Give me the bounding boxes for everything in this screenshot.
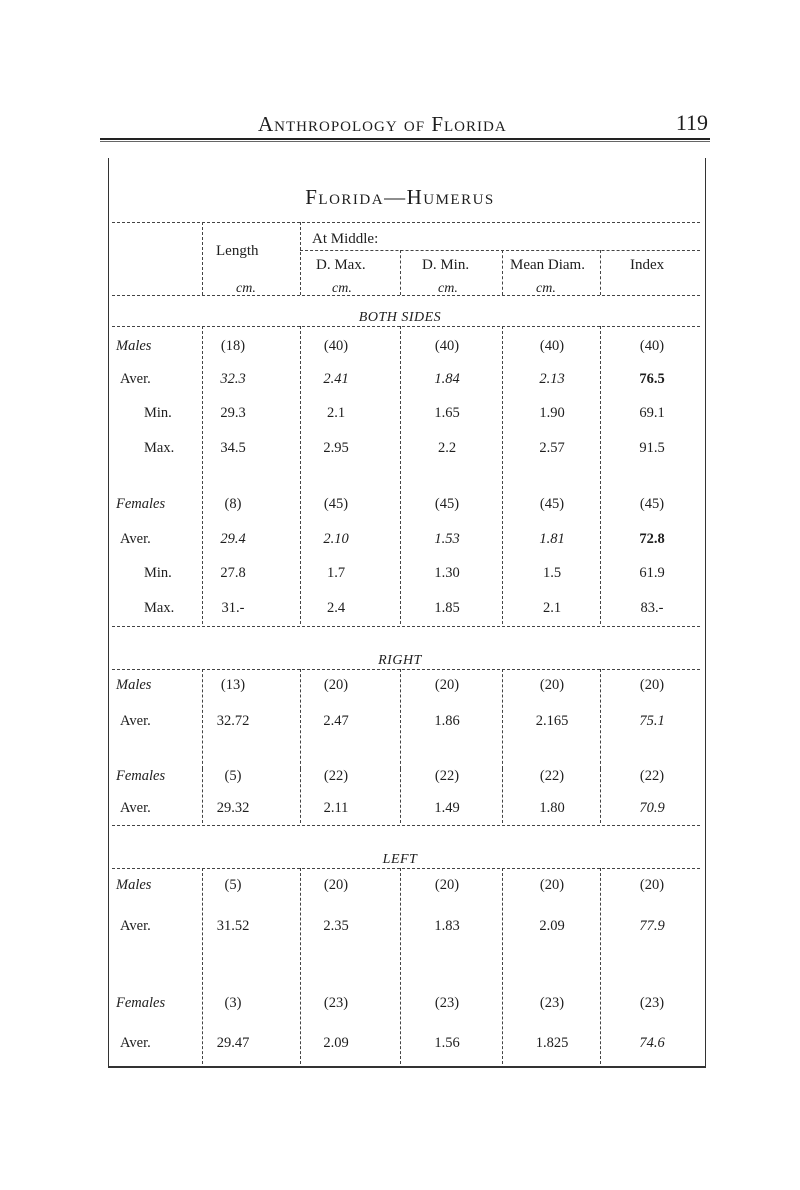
cell-mean-diam: (20) <box>539 877 565 893</box>
table-row <box>112 995 700 1019</box>
cell-d-max: (20) <box>323 877 349 893</box>
cell-mean-diam: 2.57 <box>539 440 565 456</box>
cell-length: 31.52 <box>216 918 250 934</box>
header-divider <box>400 250 401 295</box>
cell-mean-diam: (22) <box>539 768 565 784</box>
section-label-both-sides: BOTH SIDES <box>358 310 442 325</box>
header-length: Length <box>216 243 259 259</box>
cell-length: (5) <box>224 768 242 784</box>
table-row <box>112 440 700 464</box>
cell-length: 31.- <box>221 600 245 616</box>
cell-d-max: (23) <box>323 995 349 1011</box>
table-row <box>112 600 700 624</box>
cell-mean-diam: 1.80 <box>539 800 565 816</box>
cell-length: (13) <box>220 677 246 693</box>
section-rule <box>112 868 700 869</box>
cell-length: (3) <box>224 995 242 1011</box>
cell-index: (45) <box>639 496 665 512</box>
table-row <box>112 877 700 901</box>
column-divider <box>400 769 401 823</box>
page-number: 119 <box>675 110 708 135</box>
cell-index: 91.5 <box>639 440 665 456</box>
cell-index: 74.6 <box>639 1035 665 1051</box>
table-row <box>112 713 700 737</box>
cell-d-min: 1.49 <box>434 800 460 816</box>
row-label: Aver. <box>120 531 151 547</box>
row-label: Females <box>116 496 166 512</box>
cell-d-min: (20) <box>434 677 460 693</box>
cell-d-max: 2.11 <box>323 800 349 816</box>
header-d-max: D. Max. <box>316 257 366 273</box>
cell-d-max: 2.35 <box>323 918 349 934</box>
cell-d-max: (45) <box>323 496 349 512</box>
cell-d-min: (23) <box>434 995 460 1011</box>
cell-index: 76.5 <box>639 371 665 387</box>
cell-d-min: 1.86 <box>434 713 460 729</box>
table-row <box>112 371 700 395</box>
section-label-right: RIGHT <box>378 653 422 668</box>
table-row <box>112 405 700 429</box>
column-divider <box>202 769 203 823</box>
cell-length: 32.3 <box>220 371 246 387</box>
section-rule <box>112 626 700 627</box>
table-row <box>112 496 700 520</box>
section-rule <box>112 326 700 327</box>
header-mean-diam: Mean Diam. <box>510 257 585 273</box>
table-title: Florida—Humerus <box>305 185 495 209</box>
header-d-min: D. Min. <box>422 257 470 273</box>
cell-d-min: (22) <box>434 768 460 784</box>
row-label: Min. <box>144 405 172 421</box>
running-title: Anthropology of Florida <box>258 112 507 136</box>
row-label: Aver. <box>120 1035 151 1051</box>
row-label: Max. <box>144 600 175 616</box>
cell-d-min: 2.2 <box>437 440 457 456</box>
cell-index: (20) <box>639 677 665 693</box>
cell-d-min: 1.30 <box>434 565 460 581</box>
cell-mean-diam: 1.81 <box>539 531 565 547</box>
cell-index: (40) <box>639 338 665 354</box>
section-rule <box>112 669 700 670</box>
column-divider <box>600 769 601 823</box>
table-row <box>112 918 700 942</box>
header-at-middle: At Middle: <box>312 231 379 247</box>
table-row <box>112 677 700 701</box>
cell-d-min: (20) <box>434 877 460 893</box>
cell-index: 72.8 <box>639 531 665 547</box>
header-index: Index <box>630 257 665 273</box>
header-divider <box>300 222 301 295</box>
cell-d-min: 1.53 <box>434 531 460 547</box>
cell-d-min: 1.84 <box>434 371 460 387</box>
cell-length: 29.32 <box>216 800 250 816</box>
table-row <box>112 768 700 792</box>
row-label: Aver. <box>120 800 151 816</box>
cell-d-max: 2.47 <box>323 713 349 729</box>
cell-length: 29.4 <box>220 531 246 547</box>
column-divider <box>300 769 301 823</box>
header-top-rule <box>112 222 700 223</box>
cell-mean-diam: (45) <box>539 496 565 512</box>
unit-length: cm. <box>236 281 256 296</box>
page-rule <box>100 141 710 142</box>
cell-mean-diam: 2.1 <box>542 600 562 616</box>
cell-d-min: (40) <box>434 338 460 354</box>
cell-mean-diam: (40) <box>539 338 565 354</box>
row-label: Max. <box>144 440 175 456</box>
cell-index: 61.9 <box>639 565 665 581</box>
cell-length: (5) <box>224 877 242 893</box>
cell-d-min: 1.83 <box>434 918 460 934</box>
row-label: Females <box>116 768 166 784</box>
row-label: Min. <box>144 565 172 581</box>
cell-index: 83.- <box>640 600 664 616</box>
row-label: Aver. <box>120 371 151 387</box>
cell-length: (8) <box>224 496 242 512</box>
table-row <box>112 800 700 824</box>
cell-index: (23) <box>639 995 665 1011</box>
cell-mean-diam: 1.5 <box>542 565 562 581</box>
header-divider <box>502 250 503 295</box>
table-row <box>112 565 700 589</box>
cell-mean-diam: (23) <box>539 995 565 1011</box>
unit-d-min: cm. <box>438 281 458 296</box>
row-label: Males <box>116 338 152 354</box>
cell-mean-diam: 2.13 <box>539 371 565 387</box>
cell-d-min: 1.85 <box>434 600 460 616</box>
row-label: Aver. <box>120 713 151 729</box>
cell-d-max: 2.4 <box>326 600 346 616</box>
cell-mean-diam: 2.165 <box>535 713 569 729</box>
cell-index: 70.9 <box>639 800 665 816</box>
section-label-left: LEFT <box>382 852 418 867</box>
cell-d-min: 1.65 <box>434 405 460 421</box>
section-rule <box>112 825 700 826</box>
cell-index: (22) <box>639 768 665 784</box>
cell-d-max: (22) <box>323 768 349 784</box>
row-label: Males <box>116 677 152 693</box>
header-mid-rule <box>300 250 700 251</box>
table-row <box>112 1035 700 1059</box>
row-label: Aver. <box>120 918 151 934</box>
table-row <box>112 531 700 555</box>
cell-mean-diam: (20) <box>539 677 565 693</box>
cell-d-max: (40) <box>323 338 349 354</box>
cell-mean-diam: 2.09 <box>539 918 565 934</box>
cell-length: 29.3 <box>220 405 246 421</box>
cell-mean-diam: 1.825 <box>535 1035 569 1051</box>
cell-mean-diam: 1.90 <box>539 405 565 421</box>
table-row <box>112 338 700 362</box>
row-label: Females <box>116 995 166 1011</box>
cell-d-min: (45) <box>434 496 460 512</box>
cell-length: 32.72 <box>216 713 250 729</box>
cell-d-max: 2.41 <box>323 371 349 387</box>
cell-d-max: 2.95 <box>323 440 349 456</box>
cell-d-min: 1.56 <box>434 1035 460 1051</box>
cell-index: 69.1 <box>639 405 665 421</box>
cell-index: (20) <box>639 877 665 893</box>
running-head <box>100 108 710 140</box>
header-divider <box>202 222 203 295</box>
header-divider <box>600 250 601 295</box>
cell-index: 75.1 <box>639 713 665 729</box>
cell-d-max: (20) <box>323 677 349 693</box>
unit-mean-diam: cm. <box>536 281 556 296</box>
cell-length: 34.5 <box>220 440 246 456</box>
row-label: Males <box>116 877 152 893</box>
cell-d-max: 2.1 <box>326 405 346 421</box>
cell-d-max: 2.09 <box>323 1035 349 1051</box>
cell-d-max: 2.10 <box>323 531 349 547</box>
column-divider <box>502 769 503 823</box>
header-bottom-rule <box>112 295 700 296</box>
cell-index: 77.9 <box>639 918 665 934</box>
cell-length: (18) <box>220 338 246 354</box>
cell-d-max: 1.7 <box>326 565 346 581</box>
cell-length: 27.8 <box>220 565 246 581</box>
unit-d-max: cm. <box>332 281 352 296</box>
cell-length: 29.47 <box>216 1035 250 1051</box>
